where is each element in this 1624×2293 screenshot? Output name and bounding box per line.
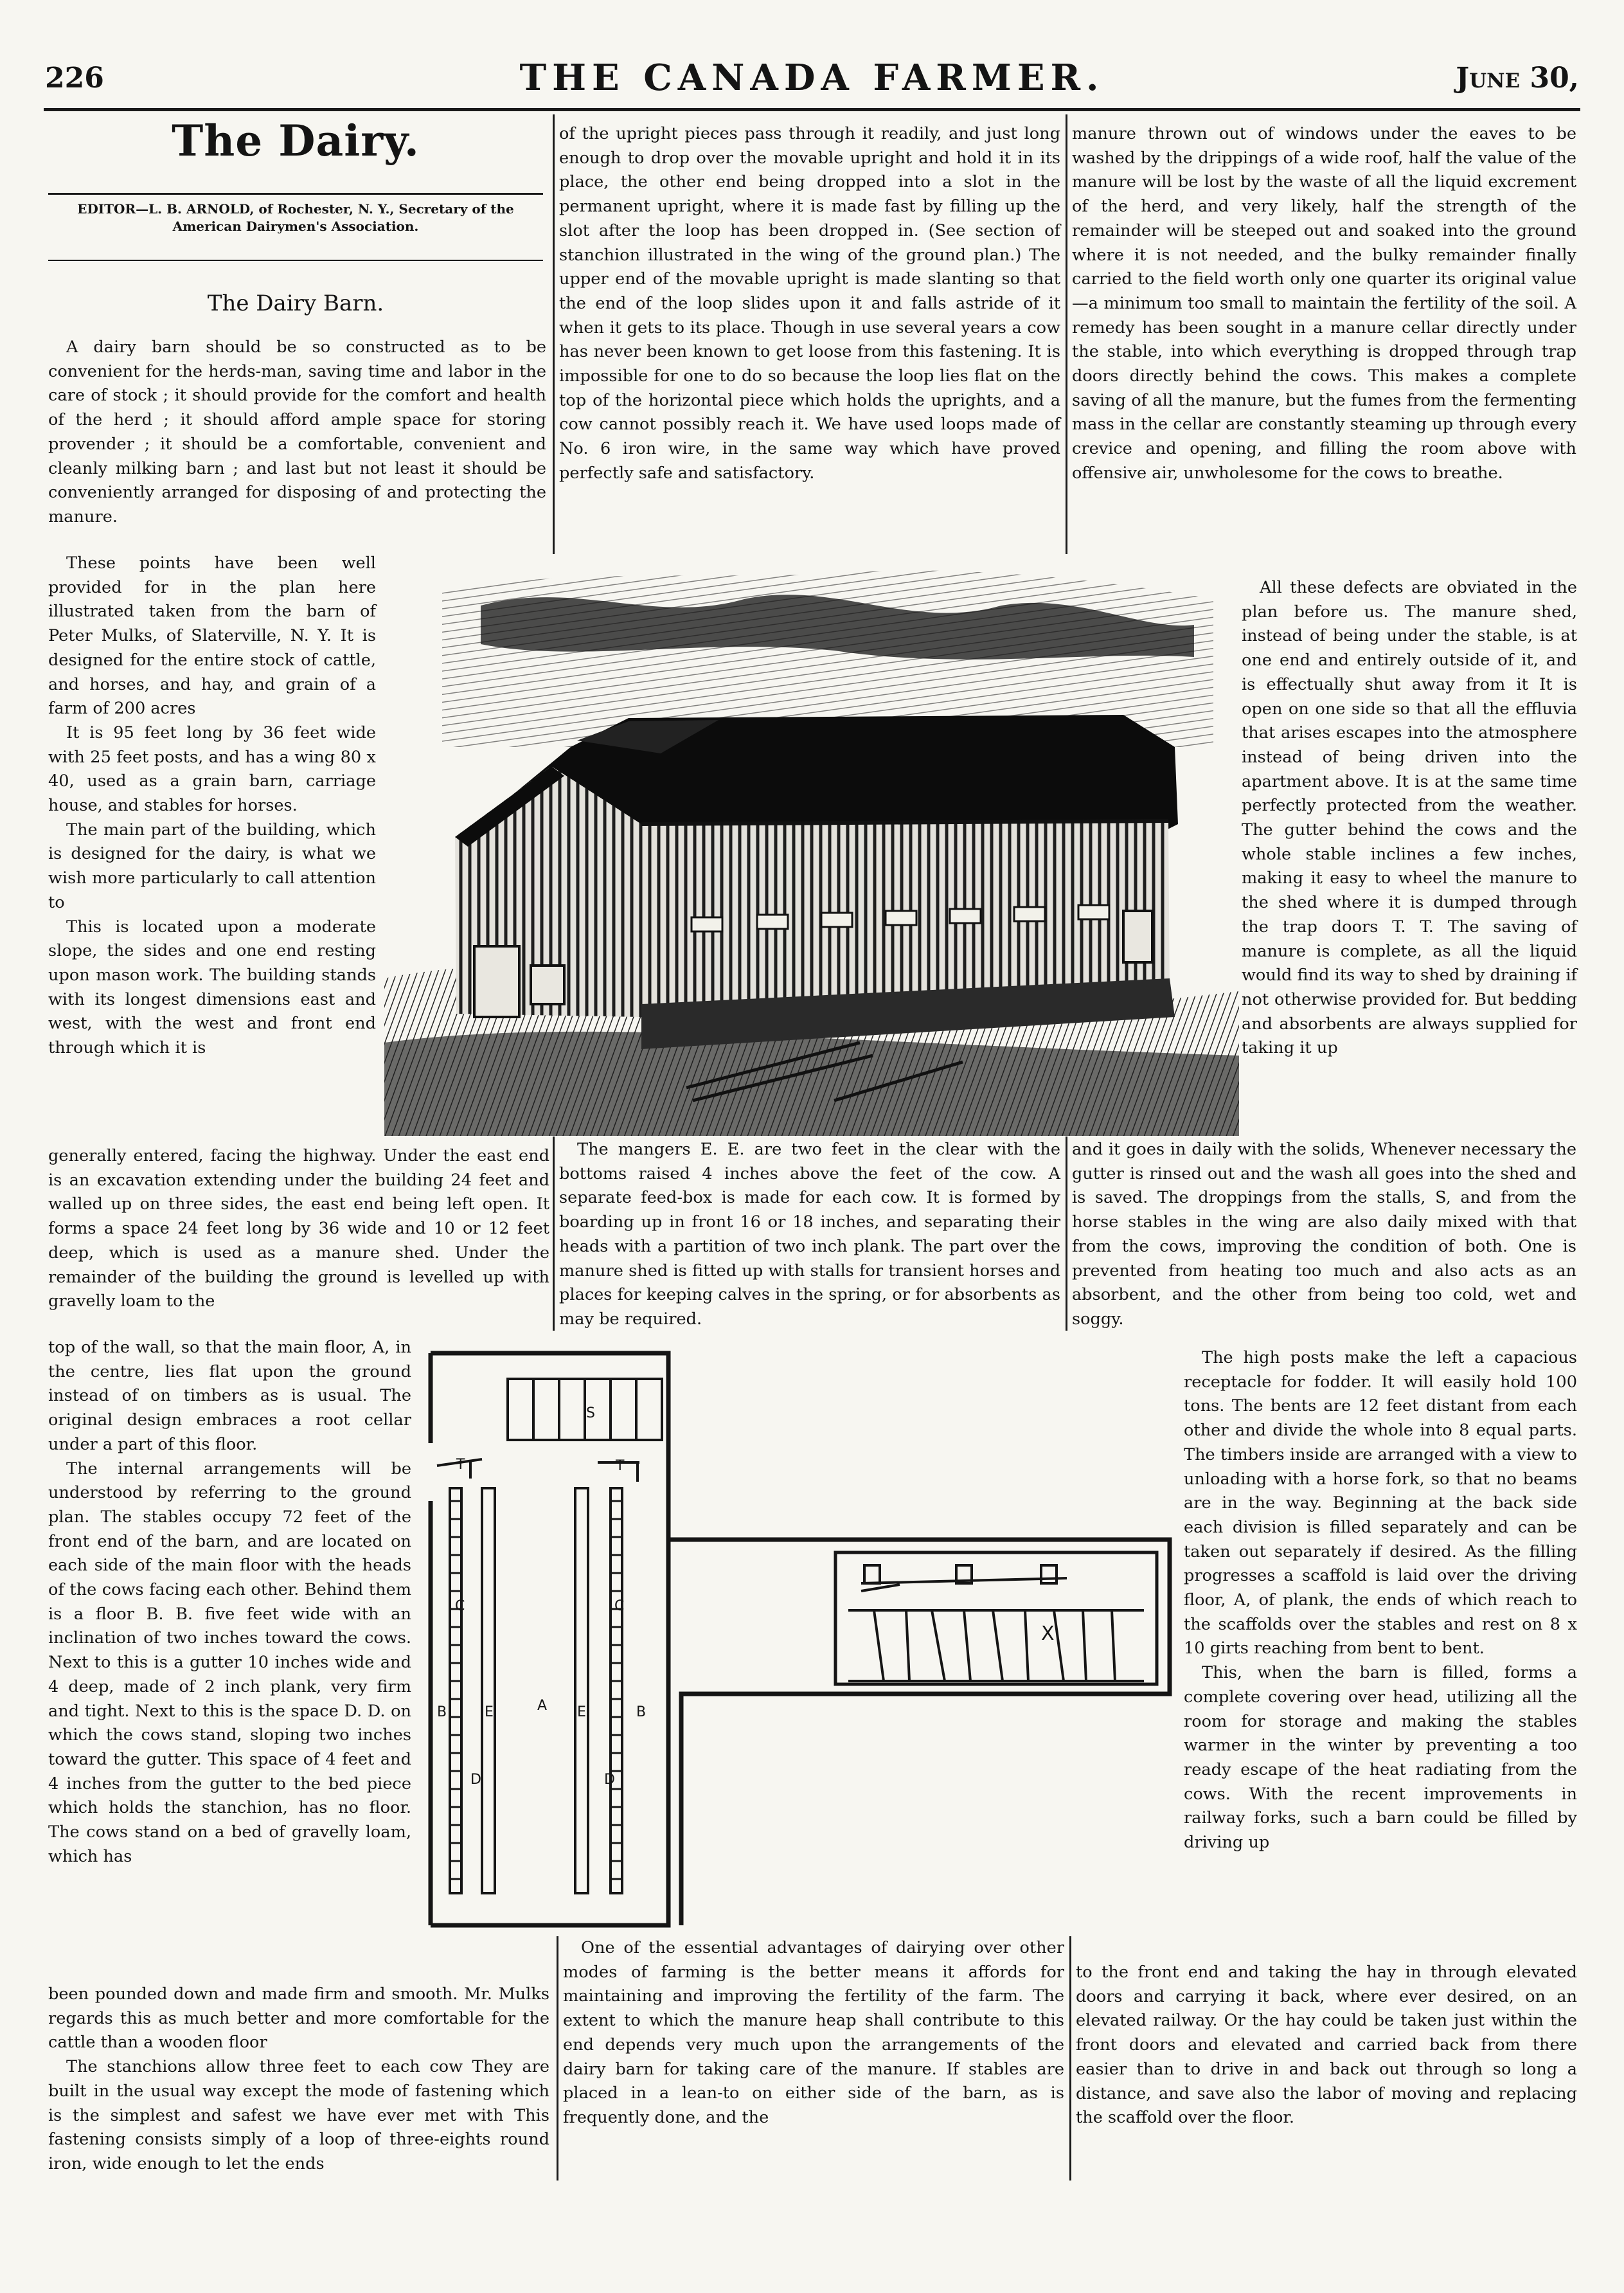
article-text: [559, 1138, 1060, 1332]
plan-label-b: B: [437, 1704, 447, 1720]
page-number: 226: [45, 62, 104, 94]
paragraph: It is 95 feet long by 36 feet wide with 25 feet posts, and has a wing 80 x 40, used as a grain barn, carriage house, and stables for horses.: [48, 723, 376, 816]
plan-label-e: E: [577, 1704, 586, 1720]
plan-label-c: C: [614, 1598, 625, 1614]
article-text-wide: [48, 1144, 549, 1314]
plan-label-e: E: [485, 1704, 494, 1720]
plan-stanchion-row-right: [575, 1488, 625, 1893]
barn-door: [474, 946, 519, 1017]
article-text: [1072, 122, 1576, 486]
paragraph: This, when the barn is filled, forms a complete covering over head, utilizing all the room for storage and making the stables warmer in the winter by preventing a too ready escape of the heat radiating from the cows. With the recent improvements in railway forks, such a barn could be filled by driving up: [1184, 1663, 1577, 1853]
plan-label-b: B: [636, 1704, 647, 1720]
section-heading: The Dairy.: [172, 116, 420, 166]
article-text: [1072, 1138, 1576, 1332]
paragraph: The mangers E. E. are two feet in the clear with the bottoms raised 4 inches above the feet of the cow. A separate feed-box is made for each cow. It is formed by boarding up in front 16 or 18 inches, and separating their heads with a partition of two inch plank. The part over the manure shed is fitted up with stalls for transient horses and places for keeping calves in the spring, or for absorbents as may be required.: [559, 1140, 1060, 1329]
column-rule: [557, 1936, 558, 2181]
heading-rule: [48, 193, 543, 195]
article-text-narrow: [1184, 1346, 1577, 1855]
paragraph: manure thrown out of windows under the eaves to be washed by the drippings of a wide roof, half the value of the manure will be lost by the waste of all the liquid excrement of the herd, and very likely, half the strength of the remainder will be steeped out and soaked into the ground where it is not needed, and the bulky remainder finally carried to the field worth only one quarter its original value—a minimum too small to maintain the fertility of the soil. A remedy has been sought in a manure cellar directly under the stable, into which everything is dropped through trap doors directly behind the cows. This makes a complete saving of all the manure, but the fumes from the fermenting mass in the cellar are constantly steaming up through every crevice and opening, and filling the room above with offensive air, unwholesome for the cows to breathe.: [1072, 124, 1576, 483]
paragraph: The stanchions allow three feet to each cow They are built in the usual way except the mode of fastening which is the simplest and safest we have ever met with This fastening consists simply of a loop of three-eights round iron, wide enough to let the ends: [48, 2057, 549, 2173]
article-text-narrow: [48, 1336, 411, 1869]
plan-label-a: A: [537, 1698, 548, 1714]
paragraph: The internal arrangements will be understood by referring to the ground plan. The stables occupy 72 feet of the front end of the barn, and are located on each side of the main floor with the heads of the cows facing each other. Behind them is a floor B. B. five feet wide with an inclination of two inches toward the cows. Next to this is a gutter 10 inches wide and 4 deep, made of 2 inch plank, very firm and tight. Next to this is the space D. D. on which the cows stand, sloping two inches toward the gutter. This space of 4 feet and 4 inches from the gutter to the bed piece which holds the stanchion, has no floor. The cows stand on a bed of gravelly loam, which has: [48, 1459, 411, 1866]
editor-rule: [48, 260, 543, 261]
article-title: The Dairy Barn.: [207, 291, 384, 316]
barn-illustration: [384, 554, 1239, 1136]
plan-label-t: T: [456, 1457, 465, 1473]
issue-date: June 30,: [1456, 62, 1579, 94]
article-text: [1076, 1961, 1577, 2130]
column-rule: [553, 114, 555, 558]
plan-label-d: D: [604, 1772, 615, 1788]
editor-line: EDITOR—L. B. ARNOLD, of Rochester, N. Y., Secretary of the American Dairymen's Association.: [77, 201, 514, 234]
article-text-wide: [48, 1983, 549, 2177]
barn-door: [1123, 911, 1152, 962]
plan-label-x: X: [1041, 1623, 1055, 1645]
plan-stalls: [508, 1379, 662, 1440]
article-text-narrow: [1242, 576, 1577, 1061]
plan-wing-wall: [668, 1540, 1170, 1925]
masthead-rule: [44, 108, 1580, 111]
paragraph: generally entered, facing the highway. Under the east end is an excavation extending under the building 24 feet and walled up on three sides, the east end being left open. It forms a space 24 feet long by 36 wide and 10 or 12 feet deep, which is used as a manure shed. Under the remainder of the building the ground is levelled up with gravelly loam to the: [48, 1146, 549, 1311]
plan-label-c: C: [455, 1598, 465, 1614]
plan-label-d: D: [470, 1772, 481, 1788]
plan-stanchion-row-left: [450, 1488, 495, 1893]
column-rule: [1066, 114, 1067, 558]
ground-plan: [411, 1334, 1192, 1938]
plan-label-s: S: [586, 1405, 595, 1421]
plan-label-t: T: [616, 1458, 625, 1474]
paragraph: of the upright pieces pass through it readily, and just long enough to drop over the movable upright and hold it in its place, the other end being dropped into a slot in the permanent upright, where it is made fast by filling up the slot after the loop has been dropped in. (See section of stanchion illustrated in the wing of the ground plan.) The upper end of the movable upright is made slanting so that the end of the loop slides upon it and falls astride of it when it gets to its place. Though in use several years a cow has never been known to get loose from this fastening. It is impossible for one to do so because the loop lies flat on the top of the horizontal piece which holds the uprights, and a cow cannot possibly reach it. We have used loops made of No. 6 iron wire, in the same way which have proved perfectly safe and satisfactory.: [559, 124, 1060, 483]
newspaper-title: THE CANADA FARMER.: [519, 57, 1105, 99]
paragraph: This is located upon a moderate slope, the sides and one end resting upon mason work. The building stands with its longest dimensions east and west, with the west and front end through which it is: [48, 917, 376, 1058]
column-rule: [553, 1137, 555, 1331]
paragraph: The high posts make the left a capacious receptacle for fodder. It will easily hold 100 tons. The bents are 12 feet distant from each other and divide the whole into 8 equal parts. The timbers inside are arranged with a view to unloading with a horse fork, so that no beams are in the way. Beginning at the back side each division is filled separately and can be taken out separately if desired. As the filling progresses a scaffold is laid over the driving floor, A, of plank, the ends of which reach to the scaffolds over the stables and rest on 8 x 10 girts reaching from bent to bent.: [1184, 1348, 1577, 1659]
barn-door: [531, 966, 564, 1004]
article-intro: [48, 336, 546, 530]
paragraph: to the front end and taking the hay in through elevated doors and carrying it back, where ever desired, on an elevated railway. Or the hay could be taken just within the front doors and elevated and carried back from there easier than to drive in and back out through so long a distance, and save also the labor of moving and replacing the scaffold over the floor.: [1076, 1963, 1577, 2128]
paragraph: A dairy barn should be so constructed as to be convenient for the herds-man, saving time and labor in the care of stock ; it should provide for the comfort and health of the herd ; it should afford ample space for storing provender ; it should be a comfortable, convenient and cleanly milking barn ; and last but not least it should be conveniently arranged for disposing of and protecting the manure.: [48, 337, 546, 526]
article-text-narrow: [48, 552, 376, 1061]
article-text: [563, 1936, 1064, 2130]
plan-stanchion-section: [848, 1565, 1144, 1681]
article-text: [559, 122, 1060, 486]
paragraph: One of the essential advantages of dairying over other modes of farming is the better means it affords for maintaining and improving the fertility of the farm. The extent to which the manure heap shall contribute to this end depends very much upon the arrangements of the dairy barn for taking care of the manure. If stables are placed in a lean-to on either side of the barn, as is frequently done, and the: [563, 1938, 1064, 2127]
paragraph: and it goes in daily with the solids, Whenever necessary the gutter is rinsed out and the wash all goes into the shed and is saved. The droppings from the stalls, S, and from the horse stables in the wing are also daily mixed with that from the cows, improving the condition of both. One is prevented from heating too much and also acts as an absorbent, and the other from being too cold, wet and soggy.: [1072, 1140, 1576, 1329]
paragraph: top of the wall, so that the main floor, A, in the centre, lies flat upon the ground instead of on timbers as is usual. The original design embraces a root cellar under a part of this floor.: [48, 1338, 411, 1454]
paragraph: These points have been well provided for in the plan here illustrated taken from the barn of Peter Mulks, of Slaterville, N. Y. It is designed for the entire stock of cattle, and horses, and hay, and grain of a farm of 200 acres: [48, 553, 376, 719]
paragraph: been pounded down and made firm and smooth. Mr. Mulks regards this as much better and more comfortable for the cattle than a wooden floor: [48, 1984, 549, 2053]
column-rule: [1066, 1137, 1067, 1331]
plan-trap-doors: [437, 1459, 639, 1482]
paragraph: The main part of the building, which is designed for the dairy, is what we wish more particularly to call attention to: [48, 820, 376, 912]
paragraph: All these defects are obviated in the plan before us. The manure shed, instead of being under the stable, is at one end and entirely outside of it, and is effectually shut away from it It is open on one side so that all the effluvia that arises escapes into the atmosphere instead of being driven into the apartment above. It is at the same time perfectly protected from the weather. The gutter behind the cows and the whole stable inclines a few inches, making it easy to wheel the manure to the shed where it is dumped through the trap doors T. T. The saving of manure is complete, as all the liquid would find its way to shed by draining if not otherwise provided for. But bedding and absorbents are always supplied for taking it up: [1242, 578, 1577, 1058]
column-rule: [1069, 1936, 1071, 2181]
